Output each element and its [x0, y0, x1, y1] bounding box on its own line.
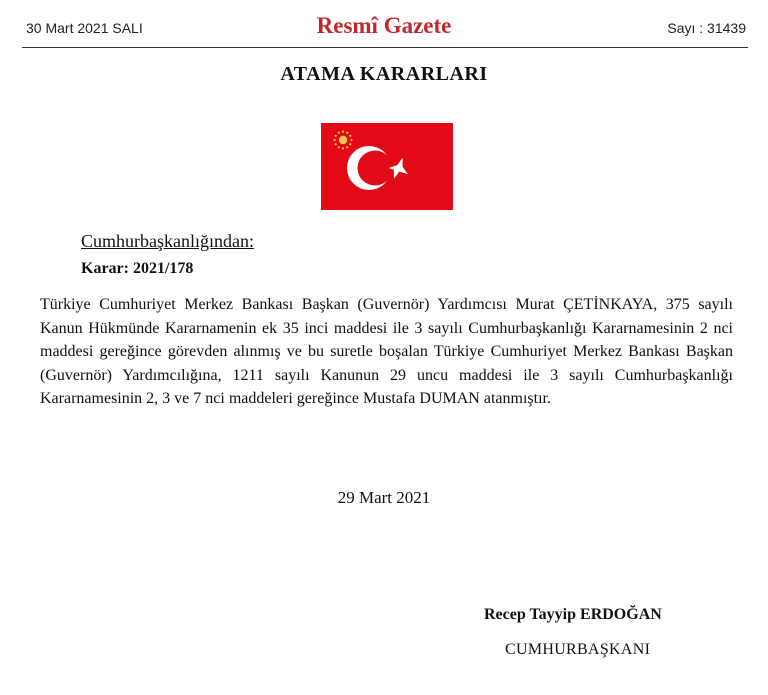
- publication-date: 30 Mart 2021 SALI: [26, 20, 143, 36]
- masthead: [0, 0, 768, 50]
- issue-number: Sayı : 31439: [667, 20, 746, 36]
- decision-number: Karar: 2021/178: [81, 260, 194, 277]
- signatory-name: Recep Tayyip ERDOĞAN: [484, 606, 662, 623]
- section-title: ATAMA KARARLARI: [280, 63, 488, 85]
- header-divider: [22, 47, 748, 48]
- presidential-flag-emblem-icon: [321, 123, 453, 210]
- decision-body: Türkiye Cumhuriyet Merkez Bankası Başkan (Guvernör) Yardımcısı Murat ÇETİNKAYA, 375 sayılı Kanun Hükmünde Kararnamenin ek 35 inci maddesi ile 3 sayılı Cumhurbaşkanlığı Kararnamesinin 2 nci maddesi gereğince görevden alınmış ve bu suretle boşalan Türkiye Cumhuriyet Merkez Bankası Başkan (Guvernör) Yardımcılığına, 1211 sayılı Kanunun 29 uncu maddesi ile 3 sayılı Cumhurbaşkanlığı Kararnamesinin 2, 3 ve 7 nci maddeleri gereğince Mustafa DUMAN atanmıştır.: [40, 296, 733, 407]
- gazette-title: Resmî Gazete: [316, 13, 452, 38]
- document-date: 29 Mart 2021: [337, 488, 431, 507]
- issuing-authority: Cumhurbaşkanlığından:: [81, 231, 254, 251]
- signatory-title: CUMHURBAŞKANI: [505, 641, 651, 658]
